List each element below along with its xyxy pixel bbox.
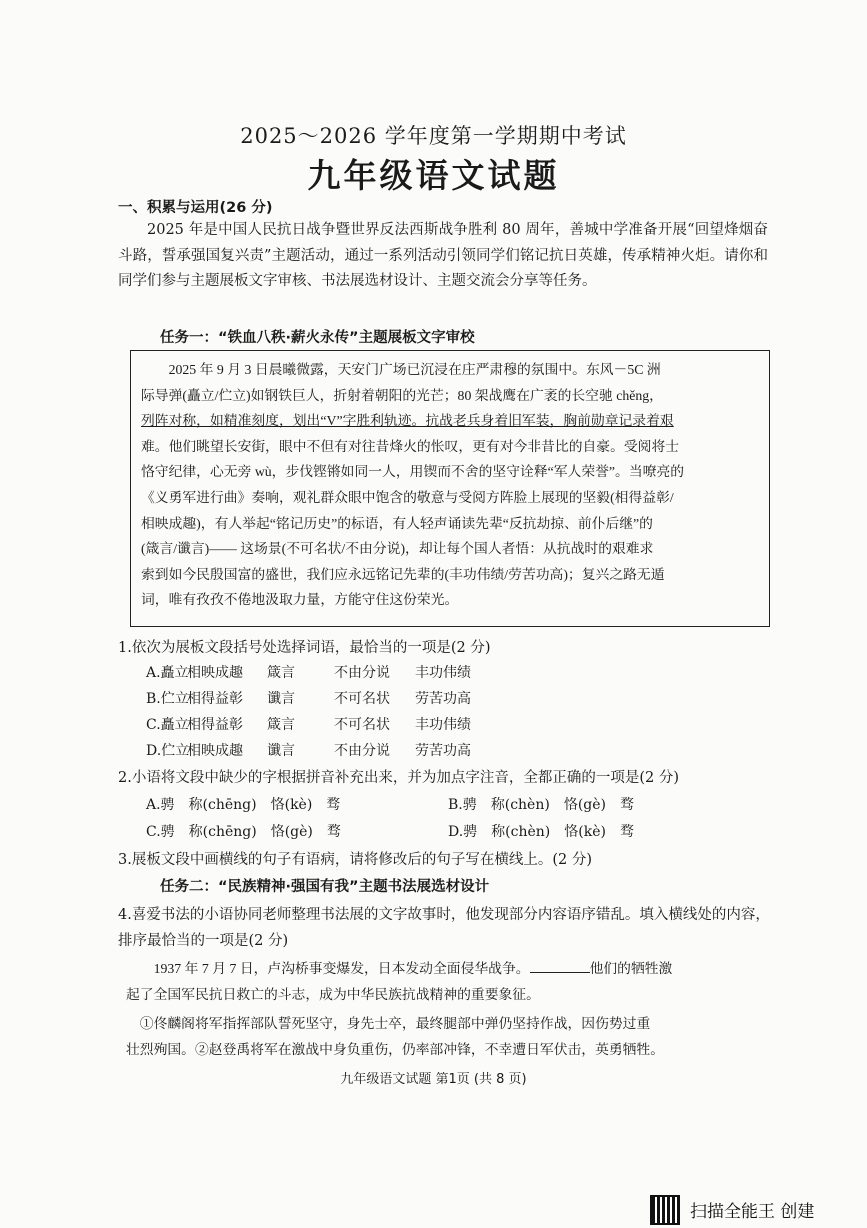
passage-line: 《义勇军进行曲》奏响，观礼群众眼中饱含的敬意与受阅方阵脸上展现的坚毅(相得益彰/ — [141, 489, 674, 505]
opt-cell: 相映成趣 — [187, 743, 243, 759]
opt-cell: B.伫立 — [146, 691, 189, 707]
q2-option-c[interactable]: C.骋 称(chēng) 恪(gè) 骛 — [146, 824, 341, 840]
question-3-stem: 3.展板文段中画横线的句子有语病，请将修改后的句子写在横线上。(2 分) — [118, 852, 592, 868]
q1-option-c[interactable] — [146, 714, 471, 734]
passage-line: 词，唯有孜孜不倦地汲取力量，方能守住这份荣光。 — [141, 592, 459, 608]
q1-option-d[interactable] — [146, 740, 471, 760]
opt-cell: D.伫立 — [146, 743, 190, 759]
opt-cell: 相映成趣 — [187, 665, 243, 681]
passage-line: 际导弹(矗立/伫立)如钢铁巨人，折射着朝阳的光芒；80 架战鹰在广袤的长空驰 chěng， — [141, 387, 663, 403]
q4-passage-line: ①佟麟阁将军指挥部队誓死坚守，身先士卒，最终腿部中弹仍坚持作战，因伤势过重 — [126, 1016, 651, 1031]
passage-text: 他们的牺牲激 — [589, 961, 673, 976]
q2-option-a[interactable]: A.骋 称(chēng) 恪(kè) 骛 — [146, 797, 341, 813]
passage-line: 2025 年 9 月 3 日晨曦微露，天安门广场已沉浸在庄严肃穆的氛围中。东风－5C 洲 — [141, 362, 661, 377]
qr-code-icon — [650, 1195, 680, 1225]
exhibit-passage-box — [130, 350, 770, 627]
page-footer: 九年级语文试题 第1页 (共 8 页) — [340, 1072, 527, 1087]
passage-text: 1937 年 7 月 7 日，卢沟桥事变爆发，日本发动全面侵华战争。 — [126, 961, 530, 976]
task1-heading: 任务一：“铁血八秩·薪火永传”主题展板文字审校 — [160, 330, 475, 346]
section-heading: 一、积累与运用(26 分) — [118, 200, 273, 216]
passage-line: (箴言/谶言)—— 这场景(不可名状/不由分说)，却让每个国人者悟：从抗战时的艰难求 — [141, 541, 654, 557]
question-4-stem: 4.喜爱书法的小语协同老师整理书法展的文字故事时，他发现部分内容语序错乱。填入横线处的内容，排序最恰当的一项是(2 分) — [118, 907, 770, 949]
q2-option-d[interactable]: D.骋 称(chèn) 恪(kè) 骛 — [448, 824, 634, 840]
opt-cell: 谶言 — [267, 691, 295, 707]
task2-heading: 任务二：“民族精神·强国有我”主题书法展选材设计 — [160, 879, 490, 895]
opt-cell: 相得益彰 — [187, 691, 243, 707]
opt-cell: 劳苦功高 — [415, 743, 471, 759]
opt-cell: 丰功伟绩 — [415, 717, 471, 733]
q1-option-b[interactable] — [146, 688, 471, 708]
section-intro: 2025 年是中国人民抗日战争暨世界反法西斯战争胜利 80 周年，善城中学准备开展“回望烽烟奋斗路，誓承强国复兴责”主题活动，通过一系列活动引领同学们铭记抗日英雄，传承精神火炬。请你和同学们参与主题展板文字审核、书法展选材设计、主题交流会分享等任务。 — [118, 222, 768, 289]
opt-cell: 相得益彰 — [187, 717, 243, 733]
opt-cell: 箴言 — [267, 717, 295, 733]
passage-line: 索到如今民殷国富的盛世，我们应永远铭记先辈的(丰功伟绩/劳苦功高)；复兴之路无遁 — [141, 566, 665, 582]
opt-cell: 箴言 — [267, 665, 295, 681]
passage-line: 列阵对称，如精准刻度，划出“V”字胜利轨迹。抗战老兵身着旧军装，胸前勋章记录着艰 — [141, 413, 674, 429]
answer-blank[interactable] — [530, 959, 590, 973]
passage-line: 相映成趣)，有人举起“铭记历史”的标语，有人轻声诵读先辈“反抗劫掠、前仆后继”的 — [141, 515, 653, 531]
q4-passage-line: 起了全国军民抗日救亡的斗志，成为中华民族抗战精神的重要象征。 — [126, 987, 540, 1002]
question-1-stem: 1.依次为展板文段括号处选择词语，最恰当的一项是(2 分) — [118, 640, 491, 656]
opt-cell: 谶言 — [267, 743, 295, 759]
q2-option-b[interactable]: B.骋 称(chèn) 恪(gè) 骛 — [448, 797, 634, 813]
opt-cell: A.矗立 — [146, 665, 189, 681]
q4-passage-line: 壮烈殉国。②赵登禹将军在激战中身负重伤，仍率部冲锋，不幸遭日军伏击，英勇牺牲。 — [126, 1042, 665, 1057]
q1-option-a[interactable] — [146, 662, 471, 682]
question-2-stem: 2.小语将文段中缺少的字根据拼音补充出来，并为加点字注音，全都正确的一项是(2 分) — [118, 770, 679, 786]
opt-cell: C.矗立 — [146, 717, 189, 733]
opt-cell: 不由分说 — [334, 743, 390, 759]
passage-line: 恪守纪律，心无旁 wù，步伐铿锵如同一人，用锲而不舍的坚守诠释“军人荣誉”。当嘹亮的 — [141, 464, 685, 480]
passage-line: 难。他们眺望长安街，眼中不但有对往昔烽火的怅叹，更有对今非昔比的自豪。受阅将士 — [141, 438, 680, 454]
exam-subtitle: 2025～2026 学年度第一学期期中考试 — [240, 124, 627, 148]
opt-cell: 劳苦功高 — [415, 691, 471, 707]
opt-cell: 不可名状 — [334, 717, 390, 733]
opt-cell: 不由分说 — [334, 665, 390, 681]
opt-cell: 不可名状 — [334, 691, 390, 707]
opt-cell: 丰功伟绩 — [415, 665, 471, 681]
q4-passage-line — [126, 956, 771, 982]
scanner-watermark: 扫描全能王 创建 — [690, 1202, 815, 1222]
exam-title: 九年级语文试题 — [307, 156, 560, 195]
